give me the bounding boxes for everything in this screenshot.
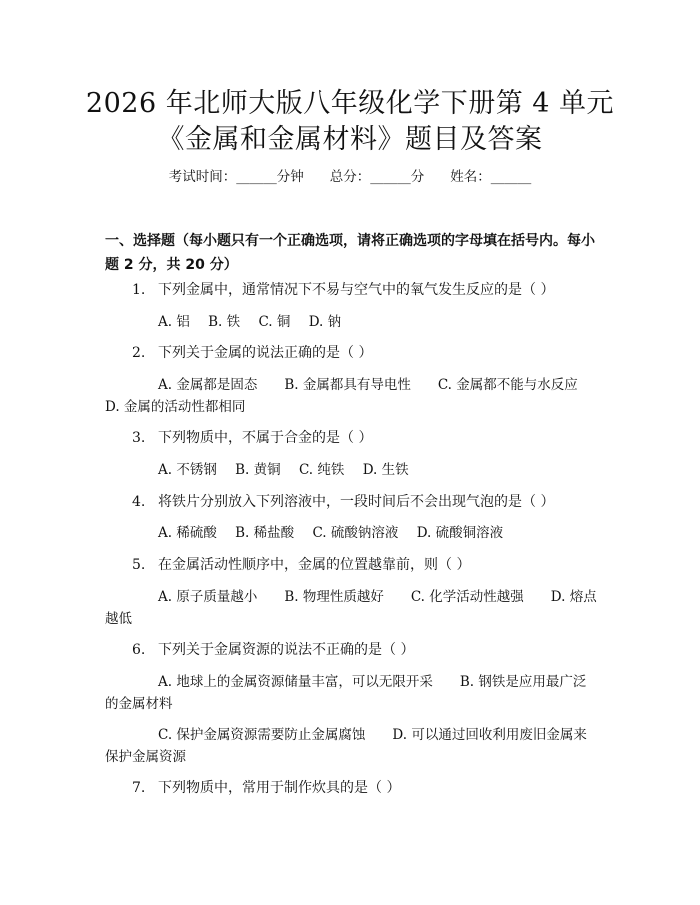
option-c: C. 纯铁 bbox=[298, 462, 345, 478]
question-3 bbox=[132, 427, 602, 449]
option-c: C. 铜 bbox=[258, 314, 291, 330]
option-b: B. 黄铜 bbox=[235, 462, 281, 478]
option-a: A. 铝 bbox=[158, 314, 190, 330]
section-heading bbox=[105, 229, 605, 277]
exam-time-field: 考试时间：______分钟 bbox=[168, 169, 304, 185]
question-text: 下列关于金属的说法正确的是（ ） bbox=[158, 345, 373, 361]
question-text: 下列物质中，不属于合金的是（ ） bbox=[158, 430, 373, 446]
exam-info bbox=[0, 167, 700, 187]
option-d: D. 钠 bbox=[308, 314, 342, 330]
section-heading-line1: 一、选择题（每小题只有一个正确选项，请将正确选项的字母填在括号内。每小 bbox=[105, 233, 595, 249]
exam-name-field: 姓名：______ bbox=[450, 169, 532, 185]
question-4-options bbox=[158, 522, 598, 544]
question-1 bbox=[132, 279, 602, 301]
question-number: 1. bbox=[132, 282, 146, 298]
question-number: 4. bbox=[132, 494, 146, 510]
question-number: 5. bbox=[132, 557, 146, 573]
question-6-options-cont2: 保护金属资源 bbox=[105, 749, 186, 765]
question-text: 在金属活动性顺序中，金属的位置越靠前，则（ ） bbox=[158, 557, 471, 573]
question-2-options: A. 金属都是固态 B. 金属都具有导电性 C. 金属都不能与水反应 bbox=[158, 377, 578, 393]
page-title-line2: 《金属和金属材料》题目及答案 bbox=[157, 124, 543, 155]
question-5 bbox=[132, 554, 602, 576]
exam-score-field: 总分：______分 bbox=[329, 169, 425, 185]
question-4 bbox=[132, 491, 602, 513]
question-number: 6. bbox=[132, 642, 146, 658]
question-6-options-cont: 的金属材料 bbox=[105, 696, 173, 712]
question-text: 下列物质中，常用于制作炊具的是（ ） bbox=[158, 780, 401, 796]
question-number: 7. bbox=[132, 780, 146, 796]
question-5-options-cont: 越低 bbox=[105, 611, 132, 627]
question-5-options: A. 原子质量越小 B. 物理性质越好 C. 化学活动性越强 D. 熔点 bbox=[158, 589, 597, 605]
question-number: 2. bbox=[132, 345, 146, 361]
option-d: D. 生铁 bbox=[362, 462, 409, 478]
option-a: A. 稀硫酸 bbox=[158, 525, 217, 541]
question-7 bbox=[132, 777, 602, 799]
option-a: A. 不锈钢 bbox=[158, 462, 217, 478]
question-text: 下列关于金属资源的说法不正确的是（ ） bbox=[158, 642, 415, 658]
question-3-options bbox=[158, 459, 598, 481]
question-6-options: A. 地球上的金属资源储量丰富，可以无限开采 B. 钢铁是应用最广泛 bbox=[158, 674, 587, 690]
section-heading-line2: 题 2 分，共 20 分） bbox=[105, 257, 238, 273]
question-number: 3. bbox=[132, 430, 146, 446]
question-1-options bbox=[158, 311, 598, 333]
question-text: 下列金属中，通常情况下不易与空气中的氧气发生反应的是（ ） bbox=[158, 282, 555, 298]
question-6 bbox=[132, 639, 602, 661]
page-title-line1: 2026 年北师大版八年级化学下册第 4 单元 bbox=[85, 88, 615, 119]
option-c: C. 硫酸钠溶液 bbox=[312, 525, 399, 541]
question-6-options-line2: C. 保护金属资源需要防止金属腐蚀 D. 可以通过回收利用废旧金属来 bbox=[158, 727, 587, 743]
option-b: B. 铁 bbox=[208, 314, 241, 330]
option-d: D. 硫酸铜溶液 bbox=[416, 525, 504, 541]
question-2-options-cont: D. 金属的活动性都相同 bbox=[105, 399, 246, 415]
question-2 bbox=[132, 342, 602, 364]
question-text: 将铁片分别放入下列溶液中，一段时间后不会出现气泡的是（ ） bbox=[158, 494, 555, 510]
option-b: B. 稀盐酸 bbox=[235, 525, 295, 541]
